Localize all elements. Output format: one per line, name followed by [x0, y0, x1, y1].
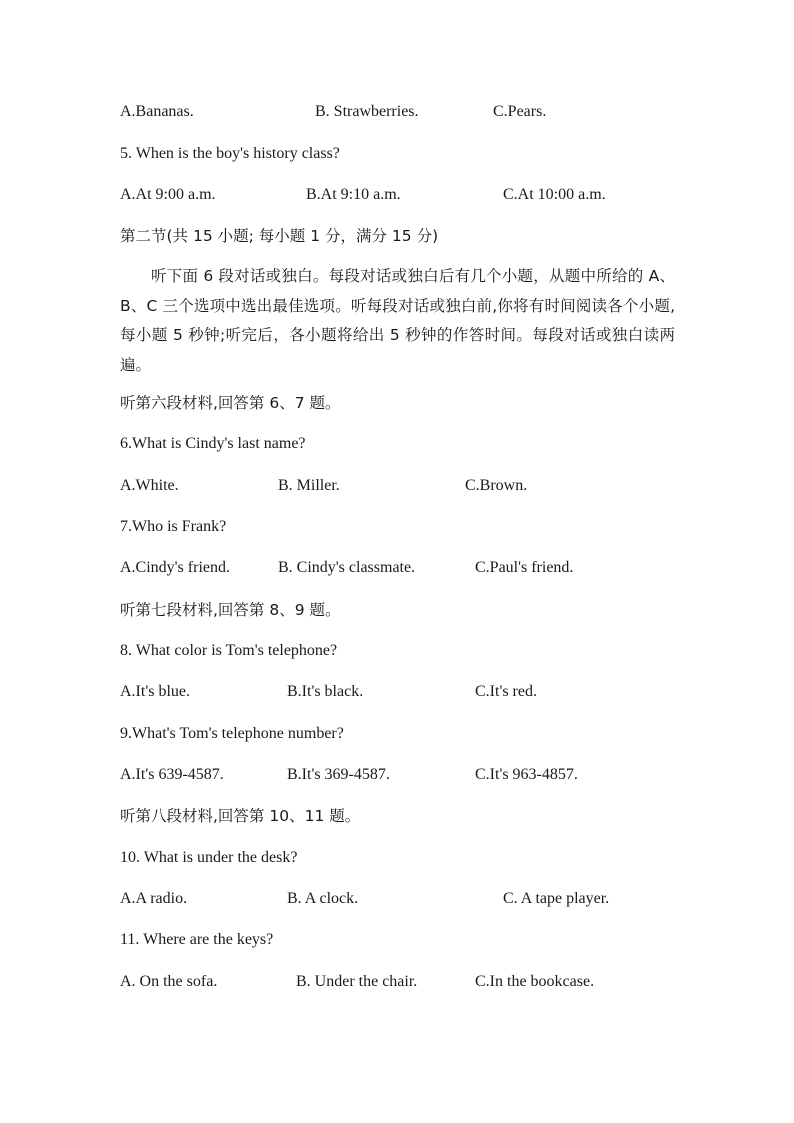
q6-question: 6.What is Cindy's last name? — [120, 435, 306, 452]
q4-option-c: C.Pears. — [493, 103, 547, 120]
q7-option-a: A.Cindy's friend. — [120, 559, 230, 576]
q9-question: 9.What's Tom's telephone number? — [120, 725, 344, 742]
q9-option-c: C.It's 963-4857. — [475, 766, 578, 783]
section2-instructions: 听下面 6 段对话或独白。每段对话或独白后有几个小题，从题中所给的 A、B、C 三个选项中选出最佳选项。听每段对话或独白前,你将有时间阅读各个小题,每小题 5 秒钟;听完后，各小题将给出 5 秒钟的作答时间。每段对话或独白读两遍。 — [120, 267, 675, 374]
q9-option-a: A.It's 639-4587. — [120, 766, 224, 783]
q5-option-b: B.At 9:10 a.m. — [306, 186, 401, 203]
material7-heading: 听第七段材料,回答第 8、9 题。 — [120, 601, 341, 619]
q11-question: 11. Where are the keys? — [120, 931, 274, 948]
q8-option-b: B.It's black. — [287, 683, 364, 700]
q8-option-a: A.It's blue. — [120, 683, 190, 700]
q9-option-b: B.It's 369-4587. — [287, 766, 390, 783]
q11-option-c: C.In the bookcase. — [475, 973, 595, 990]
q7-option-b: B. Cindy's classmate. — [278, 559, 416, 576]
q10-question: 10. What is under the desk? — [120, 849, 298, 866]
material6-heading: 听第六段材料,回答第 6、7 题。 — [120, 394, 341, 412]
q10-option-b: B. A clock. — [287, 890, 359, 907]
q5-question: 5. When is the boy's history class? — [120, 145, 340, 162]
q6-option-b: B. Miller. — [278, 477, 340, 494]
q4-option-a: A.Bananas. — [120, 103, 194, 120]
q4-option-b: B. Strawberries. — [315, 103, 419, 120]
q8-question: 8. What color is Tom's telephone? — [120, 642, 338, 659]
q6-option-a: A.White. — [120, 477, 179, 494]
q6-option-c: C.Brown. — [465, 477, 528, 494]
q10-option-a: A.A radio. — [120, 890, 188, 907]
section2-title: 第二节(共 15 小题; 每小题 1 分，满分 15 分) — [120, 227, 439, 245]
q5-option-a: A.At 9:00 a.m. — [120, 186, 216, 203]
material8-heading: 听第八段材料,回答第 10、11 题。 — [120, 807, 361, 825]
q11-option-b: B. Under the chair. — [296, 973, 418, 990]
q8-option-c: C.It's red. — [475, 683, 537, 700]
q7-option-c: C.Paul's friend. — [475, 559, 574, 576]
q7-question: 7.Who is Frank? — [120, 518, 227, 535]
q5-option-c: C.At 10:00 a.m. — [503, 186, 606, 203]
q10-option-c: C. A tape player. — [503, 890, 610, 907]
q11-option-a: A. On the sofa. — [120, 973, 218, 990]
